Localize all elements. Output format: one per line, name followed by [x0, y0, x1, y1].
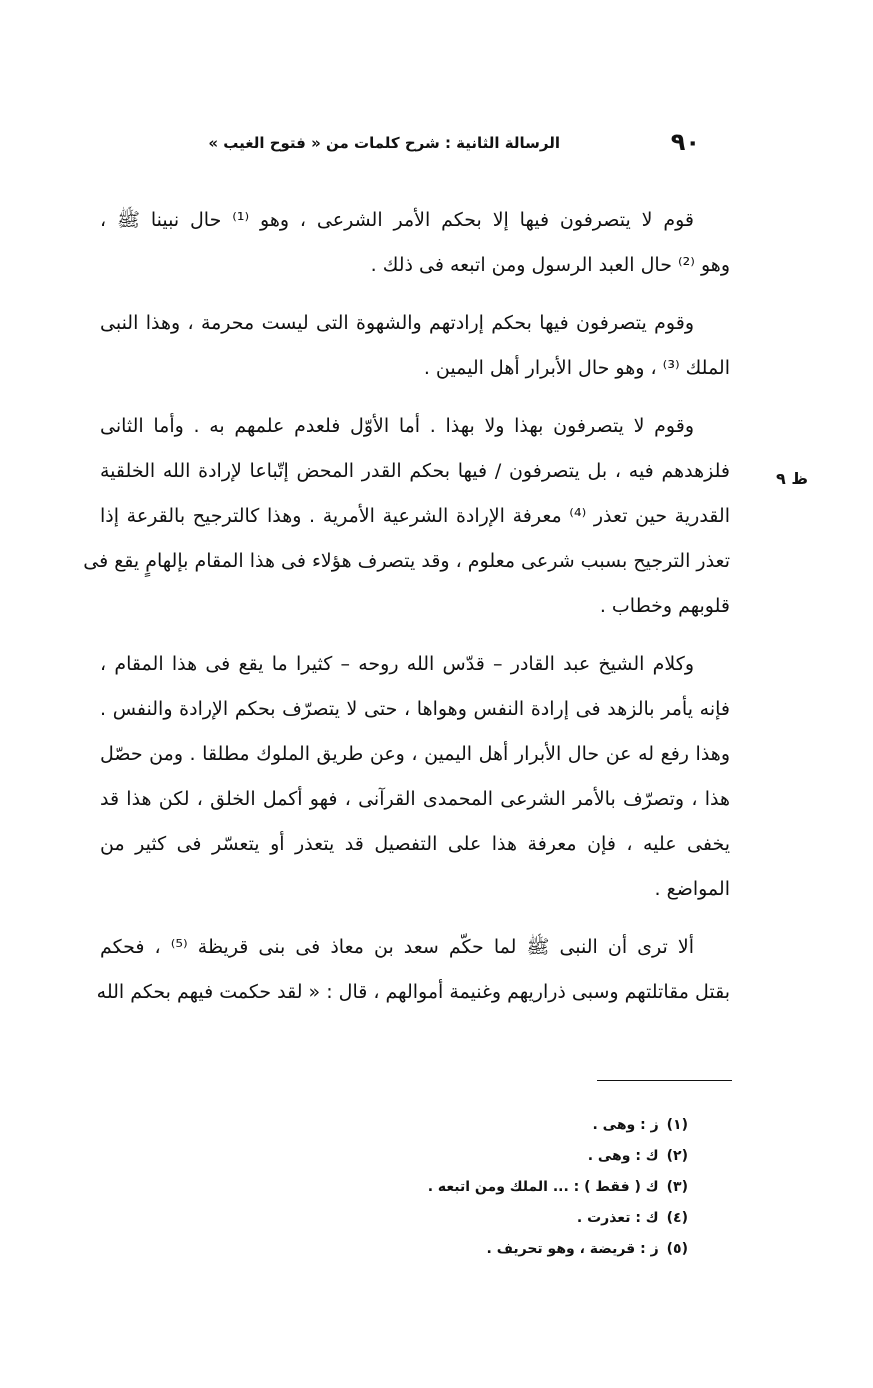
footnote-separator — [597, 1080, 732, 1081]
text-line: بقتل مقاتلتهم وسبى ذراريهم وغنيمة أموالهم ، قال : « لقد حكمت فيهم بحكم الله — [96, 981, 730, 1003]
footnote-number: (٤) — [666, 1210, 688, 1226]
text-line: وهذا رفع له عن حال الأبرار أهل اليمين ، وعن طريق الملوك مطلقا . ومن حصّل — [100, 743, 730, 765]
paragraph — [100, 198, 730, 288]
footnote — [428, 1234, 688, 1265]
body-text — [83, 198, 730, 1028]
footnote-text: ز : قريضة ، وهو تحريف . — [486, 1241, 659, 1257]
page-number: ٩٠ — [670, 128, 700, 156]
paragraph — [100, 301, 730, 391]
footnote-number: (٣) — [666, 1179, 688, 1195]
text-line: المواضع . — [654, 878, 730, 900]
text-line: وقوم لا يتصرفون بهذا ولا بهذا . أما الأوّل فلعدم علمهم به . وأما الثانى — [100, 415, 694, 437]
text-line: فإنه يأمر بالزهد فى إرادة النفس وهواها ، حتى لا يتصرّف بحكم الإرادة والنفس . — [100, 698, 730, 720]
text-line: قلوبهم وخطاب . — [599, 595, 730, 617]
footnote — [428, 1203, 688, 1234]
footnote-number: (٥) — [666, 1241, 688, 1257]
footnote — [428, 1110, 688, 1141]
text-line: هذا ، وتصرّف بالأمر الشرعى المحمدى القرآنى ، فهو أكمل الخلق ، لكن هذا قد — [100, 788, 730, 810]
page-header — [100, 128, 700, 168]
text-line: الملك ⁽³⁾ ، وهو حال الأبرار أهل اليمين . — [423, 357, 730, 379]
paragraph — [96, 925, 730, 1015]
paragraph — [100, 642, 730, 912]
text-line: القدرية حين تعذر ⁽⁴⁾ معرفة الإرادة الشرعية الأمرية . وهذا كالترجيح بالقرعة إذا — [100, 505, 730, 527]
text-line: وهو ⁽²⁾ حال العبد الرسول ومن اتبعه فى ذلك . — [370, 254, 730, 276]
footnote — [428, 1172, 688, 1203]
footnote-text: ز : وهى . — [592, 1117, 659, 1133]
footnote-number: (١) — [666, 1117, 688, 1133]
manuscript-folio-marker: ظ ٩ — [776, 469, 808, 488]
running-title: الرسالة الثانية : شرح كلمات من « فتوح الغيب » — [208, 134, 560, 152]
footnotes — [428, 1110, 688, 1265]
text-line: فلزهدهم فيه ، بل يتصرفون / فيها بحكم القدر المحض إتّباعا لإرادة الله الخلقية — [100, 460, 730, 482]
text-line: يخفى عليه ، فإن معرفة هذا على التفصيل قد يتعذر أو يتعسّر فى كثير من — [100, 833, 730, 855]
footnote-number: (٢) — [666, 1148, 688, 1164]
text-line: وكلام الشيخ عبد القادر – قدّس الله روحه – كثيرا ما يقع فى هذا المقام ، — [100, 653, 694, 675]
footnote-text: ك : وهى . — [587, 1148, 659, 1164]
footnote-text: ك : تعذرت . — [576, 1210, 659, 1226]
paragraph — [83, 404, 730, 629]
text-line: قوم لا يتصرفون فيها إلا بحكم الأمر الشرعى ، وهو ⁽¹⁾ حال نبينا ﷺ ، — [100, 209, 695, 231]
text-line: تعذر الترجيح بسبب شرعى معلوم ، وقد يتصرف هؤلاء فى هذا المقام بإلهامٍ يقع فى — [83, 550, 730, 572]
footnote — [428, 1141, 688, 1172]
footnote-text: ك ( فقط ) : ... الملك ومن اتبعه . — [427, 1179, 659, 1195]
text-line: وقوم يتصرفون فيها بحكم إرادتهم والشهوة التى ليست محرمة ، وهذا النبى — [100, 312, 694, 334]
text-line: ألا ترى أن النبى ﷺ لما حكّم سعد بن معاذ فى بنى قريظة ⁽⁵⁾ ، فحكم — [100, 936, 694, 958]
